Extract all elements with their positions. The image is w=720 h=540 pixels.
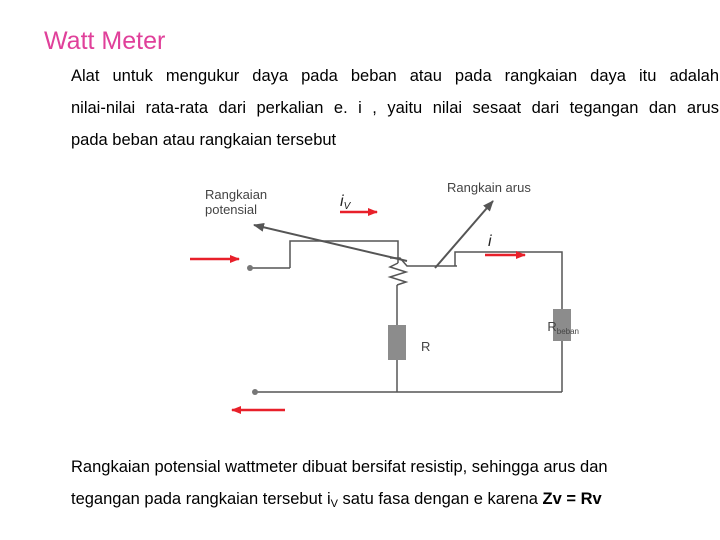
- intro-line-2: nilai-nilai rata-rata dari perkalian e. i , yaitu nilai sesaat dari tegangan dan arus: [71, 99, 719, 117]
- wattmeter-circuit-diagram: [185, 175, 585, 435]
- circuit-wires: [250, 241, 562, 392]
- intro-line-3: pada beban atau rangkaian tersebut: [71, 131, 337, 149]
- terminal-bottom: [252, 389, 258, 395]
- label-iv: iV: [340, 193, 351, 212]
- potential-coil-pointer-arrow: [254, 225, 407, 261]
- label-i: i: [488, 233, 492, 250]
- intro-line-1: Alat untuk mengukur daya pada beban atau pada rangkaian daya itu adalah: [71, 67, 719, 85]
- conclusion-paragraph: [71, 451, 608, 520]
- intro-paragraph: [71, 60, 719, 156]
- page-title: Watt Meter: [44, 27, 166, 55]
- label-potential-line-2: potensial: [205, 202, 258, 217]
- label-r-load: $R_{beban}$: [547, 319, 579, 336]
- equation-zv-rv: Zv = Rv: [542, 490, 602, 508]
- conclusion-line-1: Rangkaian potensial wattmeter dibuat bersifat resistip, sehingga arus dan: [71, 458, 608, 476]
- resistor-r: [388, 325, 406, 360]
- conclusion-line-2: tegangan pada rangkaian tersebut $i_V$ satu fasa dengan e karena Zv = Rv: [71, 490, 602, 510]
- potential-coil-zigzag: [390, 263, 406, 285]
- terminal-top: [247, 265, 253, 271]
- label-potential-line-1: Rangkaian: [205, 187, 268, 202]
- current-coil-pointer-arrow: [435, 201, 493, 268]
- label-r: R: [421, 339, 431, 354]
- label-current-coil: Rangkain arus: [447, 180, 531, 195]
